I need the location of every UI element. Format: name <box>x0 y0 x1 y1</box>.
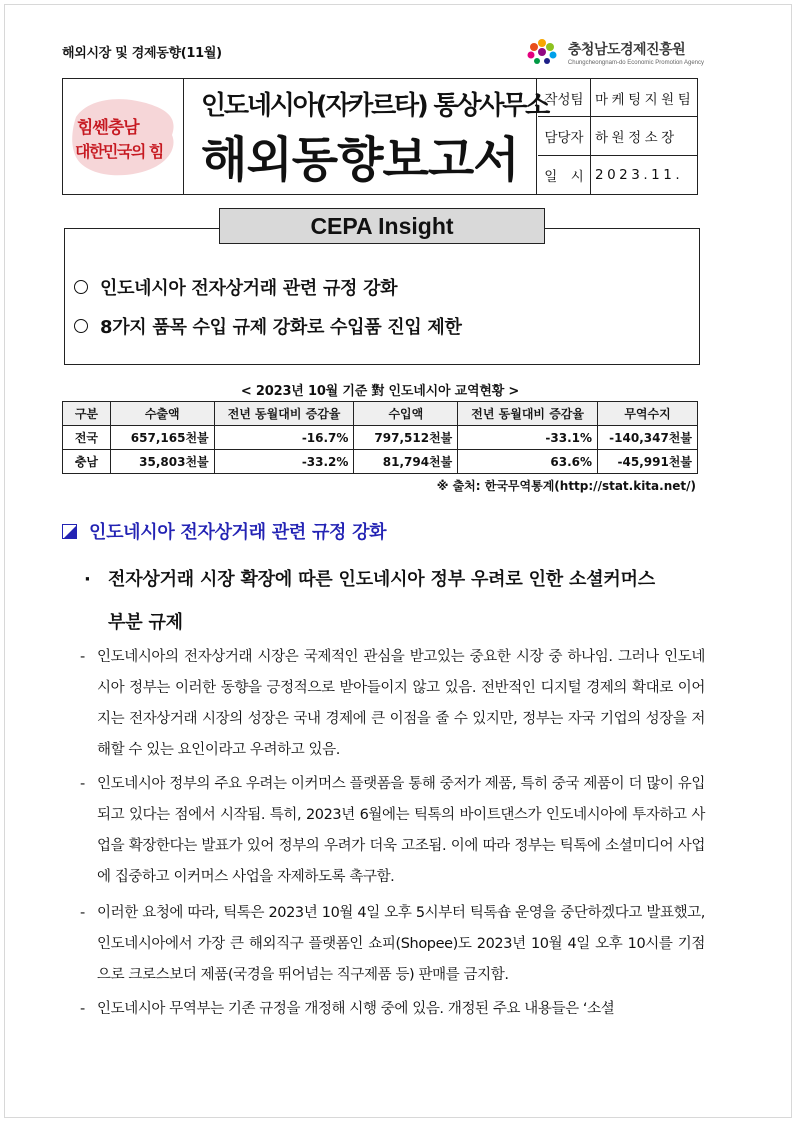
paragraph <box>80 898 705 991</box>
paragraph <box>80 769 705 893</box>
column-header: 수입액 <box>354 402 458 426</box>
table-cell: 657,165천불 <box>110 426 214 450</box>
table-header-row <box>63 402 698 426</box>
title-cell <box>185 79 549 194</box>
table-cell: 81,794천불 <box>354 450 458 474</box>
agency-subtitle: Chungcheongnam-do Economic Promotion Agency <box>567 59 704 66</box>
agency-logo <box>524 36 704 68</box>
meta-key: 담당자 <box>538 117 591 154</box>
table-cell: -33.2% <box>214 450 354 474</box>
trade-source-note: ※ 출처: 한국무역통계(http://stat.kita.net/) <box>436 479 696 493</box>
table-cell: 전국 <box>63 426 111 450</box>
insight-item <box>74 274 397 300</box>
table-cell: -45,991천불 <box>598 450 698 474</box>
column-header: 수출액 <box>110 402 214 426</box>
paragraph-text: 인도네시아 무역부는 기존 규정을 개정해 시행 중에 있음. 개정된 주요 내용들은 ‘소셜 <box>97 1001 615 1017</box>
column-header: 전년 동월대비 증감율 <box>214 402 354 426</box>
section-heading <box>62 518 386 544</box>
dash-bullet: - <box>80 776 85 792</box>
logo-slogan-line2: 대한민국의 힘 <box>75 142 163 161</box>
paragraph-text: 인도네시아의 전자상거래 시장은 국제적인 관심을 받고있는 중요한 시장 중 하나임. 그러나 인도네시아 정부는 이러한 동향을 긍정적으로 받아들이지 않고 있음. 전반적인 디지털 경제의 확대로 이어지는 전자상거래 시장의 성장은 국내 경제에 큰 이점을 줄 수 있지만, 정부는 자국 기업의 성장을 저해할 수 있는 요인이라고 우려하고 있음. <box>97 649 705 758</box>
agency-flower-icon <box>524 37 562 67</box>
table-row <box>63 450 698 474</box>
insight-item <box>74 313 462 339</box>
table-cell: 63.6% <box>458 450 598 474</box>
paragraph-text: 이러한 요청에 따라, 틱톡은 2023년 10월 4일 오후 5시부터 틱톡숍 운영을 중단하겠다고 발표했고, 인도네시아에서 가장 큰 해외직구 플랫폼인 쇼피(Shopee)도 2023년 10월 4일 오후 10시를 기점으로 크로스보더 제품(국경을 뛰어넘는 직구제품 등) 판매를 금지함. <box>97 905 705 983</box>
section-heading-text: 인도네시아 전자상거래 관련 규정 강화 <box>89 522 387 543</box>
trade-table <box>62 401 698 474</box>
meta-row-team <box>538 79 697 117</box>
meta-key: 작성팀 <box>538 79 591 116</box>
table-cell: -16.7% <box>214 426 354 450</box>
province-logo <box>63 79 184 194</box>
table-cell: -140,347천불 <box>598 426 698 450</box>
series-title: 해외시장 및 경제동향(11월) <box>62 46 222 61</box>
logo-slogan-line1: 힘쎈충남 <box>77 118 139 138</box>
office-name: 인도네시아(자카르타) 통상사무소 <box>201 91 549 121</box>
sub-bullet-line2: 부분 규제 <box>108 612 183 633</box>
table-cell: -33.1% <box>458 426 598 450</box>
column-header: 구분 <box>63 402 111 426</box>
dash-bullet: - <box>80 649 85 665</box>
report-title: 해외동향보고서 <box>201 132 519 188</box>
paragraph <box>80 994 705 1025</box>
sub-bullet-line1: 전자상거래 시장 확장에 따른 인도네시아 정부 우려로 인한 소셜커머스 <box>108 569 655 590</box>
table-cell: 35,803천불 <box>110 450 214 474</box>
dash-bullet: - <box>80 905 85 921</box>
meta-row-author <box>538 117 697 155</box>
square-bullet-icon <box>62 524 77 539</box>
table-cell: 충남 <box>63 450 111 474</box>
report-header-box <box>62 78 698 195</box>
insight-item-text: 인도네시아 전자상거래 관련 규정 강화 <box>100 278 398 299</box>
trade-table-caption: < 2023년 10월 기준 對 인도네시아 교역현황 > <box>240 384 520 399</box>
paragraph-text: 인도네시아 정부의 주요 우려는 이커머스 플랫폼을 통해 중저가 제품, 특히 중국 제품이 더 많이 유입되고 있다는 점에서 시작됨. 특히, 2023년 6월에는 틱톡의 바이트댄스가 인도네시아에 투자하고 사업을 확장한다는 발표가 있어 정부의 우려가 더욱 고조됨. 이에 따라 정부는 틱톡에 소셜미디어 사업에 집중하고 이커머스 사업을 자제하도록 촉구함. <box>97 776 705 885</box>
insight-item-text: 8가지 품목 수입 규제 강화로 수입품 진입 제한 <box>100 317 462 338</box>
table-row <box>63 426 698 450</box>
dot-bullet: · <box>84 569 91 590</box>
table-cell: 797,512천불 <box>354 426 458 450</box>
circle-bullet-icon <box>74 280 88 294</box>
top-header <box>62 36 712 76</box>
column-header: 전년 동월대비 증감율 <box>458 402 598 426</box>
meta-row-date <box>538 156 697 194</box>
circle-bullet-icon <box>74 319 88 333</box>
meta-value: 마케팅지원팀 <box>595 91 695 108</box>
report-meta-table <box>538 79 697 194</box>
meta-value: 하원정소장 <box>595 129 678 146</box>
insight-label: CEPA Insight <box>219 208 545 244</box>
paragraph <box>80 642 705 766</box>
agency-name: 충청남도경제진흥원 <box>567 41 686 58</box>
meta-key: 일 시 <box>538 156 591 194</box>
meta-value: 2023.11. <box>595 166 684 183</box>
column-header: 무역수지 <box>598 402 698 426</box>
dash-bullet: - <box>80 1001 85 1017</box>
